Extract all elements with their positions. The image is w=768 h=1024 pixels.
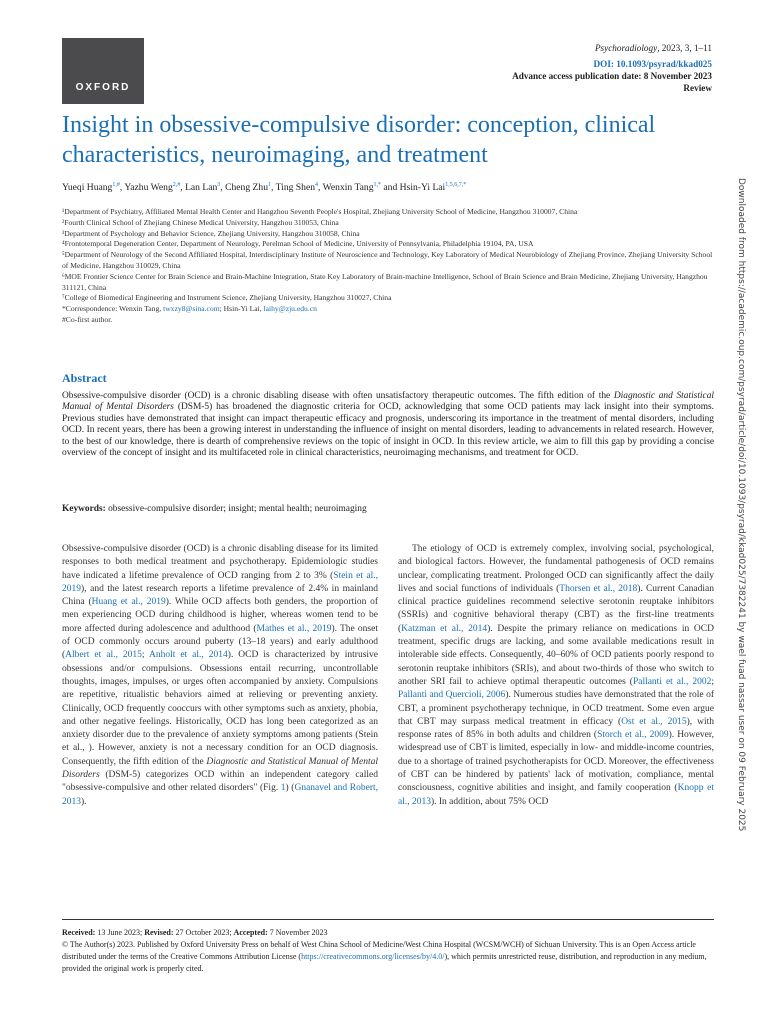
citation-link[interactable]: Gnanavel and Robert, 2013 [62, 783, 378, 807]
author[interactable]: Lan Lan$^3$ [185, 182, 221, 194]
citation-link[interactable]: Pallanti and Quercioli, 2006 [398, 690, 506, 701]
citation-link[interactable]: Mathes et al., 2019 [256, 623, 332, 634]
author[interactable]: Cheng Zhu$^1$ [225, 182, 271, 194]
author[interactable]: Yazhu Weng$^{2,\#}$ [124, 182, 181, 194]
affiliation: ⁵Department of Neurology of the Second Affiliated Hospital, Interdisciplinary Institute of Neuroscience and Technology, Key Laboratory of Medical Neurobiology of Zhejiang Province, Zhejiang University School of Medicine, Hangzhou 310029, China [62, 250, 713, 270]
affiliations [62, 207, 714, 326]
cofirst-note: #Co-first author. [62, 314, 113, 324]
citation-link[interactable]: Stein et al., 2019 [62, 570, 378, 594]
affiliation: ⁶MOE Frontier Science Center for Brain Science and Brain-Machine Integration, State Key Laboratory of Brain-machine Intelligence, School of Brain Science and Brain Medicine, Zhejiang University, Hangzhou 311121, China [62, 271, 708, 292]
citation-link[interactable]: Knopp et al., 2013 [398, 783, 715, 807]
footer-divider [62, 919, 714, 920]
body-column-right: The etiology of OCD is extremely complex, involving social, psychological, and biological factors. However, the fundamental pathogenesis of OCD remains unclear, complicating treatment. Prolonged OCD can significantly affect the daily lives and social functions of individuals (Thorsen et al., 2018). Current Canadian clinical practice guidelines recommend selective serotonin reuptake inhibitors (SSRIs) and cognitive behavioral therapy (CBT) as the first-line treatments (Katzman et al., 2014). Despite the primary reliance on medications in OCD treatment, specific drugs are lacking, and some available medications result in intolerable side effects. Consequently, 40–60% of OCD patients poorly respond to serotonin reuptake inhibitors (SRIs), and about two-thirds of those who switch to another SRI fail to achieve optimal therapeutic outcomes (Pallanti et al., 2002; Pallanti and Quercioli, 2006). Numerous studies have demonstrated that the role of CBT, a prominent psychotherapy technique, in OCD treatment. Some even argue that CBT may surpass medical treatment in efficacy (Ost et al., 2015), with response rates of 85% in both adults and children (Storch et al., 2009). However, widespread use of CBT is limited, especially in low- and middle-income countries, due to a shortage of trained psychotherapists for OCD. Moreover, the effectiveness of CBT can be hindered by patients' lack of motivation, compliance, mental consciousness, cognitive abilities and insight, and family cooperation (Knopp et al., 2013). In addition, about 75% OCD [398, 544, 715, 807]
oxford-logo [62, 38, 144, 104]
figure-link[interactable]: 1 [280, 783, 286, 794]
affiliation: ³Department of Psychology and Behavior Science, Zhejiang University, Hangzhou 310058, China [62, 228, 360, 238]
download-note: Downloaded from https://academic.oup.com/psyrad/article/doi/10.1093/psyrad/kkad025/7382241 by wael fuad nassar user on 09 February 2025 [736, 178, 746, 832]
keywords: Keywords: obsessive-compulsive disorder; insight; mental health; neuroimaging [62, 504, 367, 514]
author[interactable]: Wenxin Tang$^{1,*}$ [322, 182, 381, 194]
author-list: Yueqi Huang$^{1,\#}$, Yazhu Weng$^{2,\#}$, Lan Lan$^3$, Cheng Zhu$^1$, Ting Shen$^4$, Wenxin Tang$^{1,*}$ and Hsin-Yi Lai$^{1,5,6,7,*}$ [62, 182, 467, 194]
affiliation: ²Fourth Clinical School of Zhejiang Chinese Medical University, Hangzhou 310053, China [62, 217, 339, 227]
abstract-text: Obsessive-compulsive disorder (OCD) is a chronic disabling disease with often unsatisfactory therapeutic outcomes. The fifth edition of the Diagnostic and Statistical Manual of Mental Disorders (DSM-5) has broadened the diagnostic criteria for OCD, acknowledging that some OCD patients may lack insight into their symptoms. Previous studies have demonstrated that insight can impact therapeutic efficacy and prognosis, underscoring its importance in the treatment of mental disorders, including OCD. In recent years, there has been a growing interest in understanding the influence of insight on mental disorders, leading to advancements in related research. However, to the best of our knowledge, there is dearth of comprehensive reviews on the topic of insight in OCD. In this review article, we aim to fill this gap by providing a concise overview of the concept of insight and its multifaceted role in clinical characteristics, neuroimaging mechanisms, and treatment for OCD. [62, 391, 714, 459]
article-footer [62, 927, 714, 975]
license-link[interactable]: https://creativecommons.org/licenses/by/4.0/ [301, 952, 445, 961]
author[interactable]: Hsin-Yi Lai$^{1,5,6,7,*}$ [399, 182, 467, 194]
citation-link[interactable]: Albert et al., 2015 [65, 650, 142, 661]
journal-citation: Psychoradiology, 2023, 3, 1–11 [594, 43, 712, 53]
journal-meta [512, 42, 712, 94]
author[interactable]: Yueqi Huang$^{1,\#}$ [62, 182, 120, 194]
download-watermark [734, 178, 746, 848]
citation-link[interactable]: Anholt et al., 2014 [148, 650, 228, 661]
citation-link[interactable]: Ost et al., 2015 [621, 716, 687, 727]
citation-link[interactable]: Storch et al., 2009 [597, 730, 669, 741]
citation-link[interactable]: Pallanti et al., 2002 [632, 676, 712, 687]
license-text: © The Author(s) 2023. Published by Oxford University Press on behalf of West China School of Medicine/West China Hospital (WCSM/WCH) of Sichuan University. This is an Open Access article distributed under the terms of the Creative Commons Attribution License (https://creativecommons.org/licenses/by/4.0/), which permits unrestricted reuse, distribution, and reproduction in any medium, provided the original work is properly cited. [62, 940, 707, 973]
article-type: Review [683, 83, 712, 93]
citation-link[interactable]: Thorsen et al., 2018 [559, 583, 638, 594]
affiliation: ¹Department of Psychiatry, Affiliated Mental Health Center and Hangzhou Seventh People's Hospital, Zhejiang University School of Medicine, Hangzhou 310007, China [62, 207, 578, 216]
email-link[interactable]: twxzy8@sina.com [163, 304, 220, 314]
doi-link[interactable]: DOI: 10.1093/psyrad/kkad025 [593, 59, 712, 69]
advance-date: Advance access publication date: 8 November 2023 [512, 71, 712, 81]
history-dates: Received: 13 June 2023; Revised: 27 October 2023; Accepted: 7 November 2023 [62, 928, 328, 937]
citation-link[interactable]: Katzman et al., 2014 [401, 623, 488, 634]
abstract-heading: Abstract [62, 371, 107, 385]
affiliation: ⁷College of Biomedical Engineering and Instrument Science, Zhejiang University, Hangzhou 310027, China [62, 293, 392, 303]
affiliation: ⁴Frontotemporal Degeneration Center, Department of Neurology, Perelman School of Medicine, University of Pennsylvania, Philadelphia 19104, PA, USA [62, 239, 534, 249]
oxford-logo-text: OXFORD [75, 82, 131, 93]
email-link[interactable]: laihy@zju.edu.cn [263, 304, 317, 314]
citation-link[interactable]: Huang et al., 2019 [91, 597, 166, 608]
correspondence: *Correspondence: Wenxin Tang, twxzy8@sina.com; Hsin-Yi Lai, laihy@zju.edu.cn [62, 304, 317, 314]
article-title: Insight in obsessive-compulsive disorder: conception, clinical characteristics, neuroimaging, and treatment [62, 112, 656, 168]
author[interactable]: Ting Shen$^4$ [275, 182, 318, 194]
body-column-left: Obsessive-compulsive disorder (OCD) is a chronic disabling disease for its limited responses to both medical treatment and psychotherapy. Epidemiologic studies have indicated a lifetime prevalence of OCD ranging from 2 to 3% (Stein et al., 2019), and the latest research reports a lifetime prevalence of 2.4% in mainland China (Huang et al., 2019). While OCD affects both genders, the proportion of men experiencing OCD during childhood is higher, whereas women tend to be more affected during adolescence and adulthood (Mathes et al., 2019). The onset of OCD commonly occurs around puberty (13–18 years) and early adulthood (Albert et al., 2015; Anholt et al., 2014). OCD is characterized by intrusive obsessions and/or compulsions. Obsessions entail recurring, uncontrollable thoughts, images, impulses, or urges often accompanied by anxiety. Compulsions are repetitive, ritualistic behaviors aimed at relieving or preventing anxiety. Clinically, OCD frequently cooccurs with other symptoms such as anxiety, phobia, and other negative feelings. Historically, OCD has long been categorized as an anxiety disorder due to the prevalence of anxiety symptoms among patients (Stein et al., ). However, anxiety is not a necessary condition for an OCD diagnosis. Consequently, the fifth edition of the Diagnostic and Statistical Manual of Mental Disorders (DSM-5) categorizes OCD within an independent category called "obsessive-compulsive and other related disorders" (Fig. 1) (Gnanavel and Robert, 2013). [62, 544, 379, 807]
